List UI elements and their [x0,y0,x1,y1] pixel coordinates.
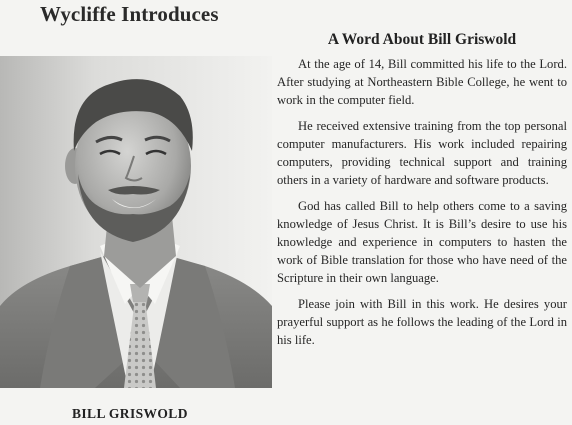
article-paragraph: At the age of 14, Bill committed his life to the Lord. After studying at Northeastern Bible College, he went to work in the computer field. [277,57,567,107]
portrait-photo [0,56,272,388]
article [277,31,567,357]
article-paragraph: He received extensive training from the top personal computer manufacturers. His work included repairing computers, providing technical support and training others in a variety of hardware and software products. [277,119,567,187]
photo-caption: BILL GRISWOLD [72,406,188,421]
article-paragraph: God has called Bill to help others come to a saving knowledge of Jesus Christ. It is Bill’s desire to use his knowledge and experience in computers to hasten the work of Bible translation for those who have need of the Scripture in their own language. [277,199,567,285]
portrait-illustration [0,56,272,388]
page-title: Wycliffe Introduces [40,2,219,26]
article-paragraph: Please join with Bill in this work. He desires your prayerful support as he follows the leading of the Lord in his life. [277,297,567,347]
article-title: A Word About Bill Griswold [327,31,517,48]
